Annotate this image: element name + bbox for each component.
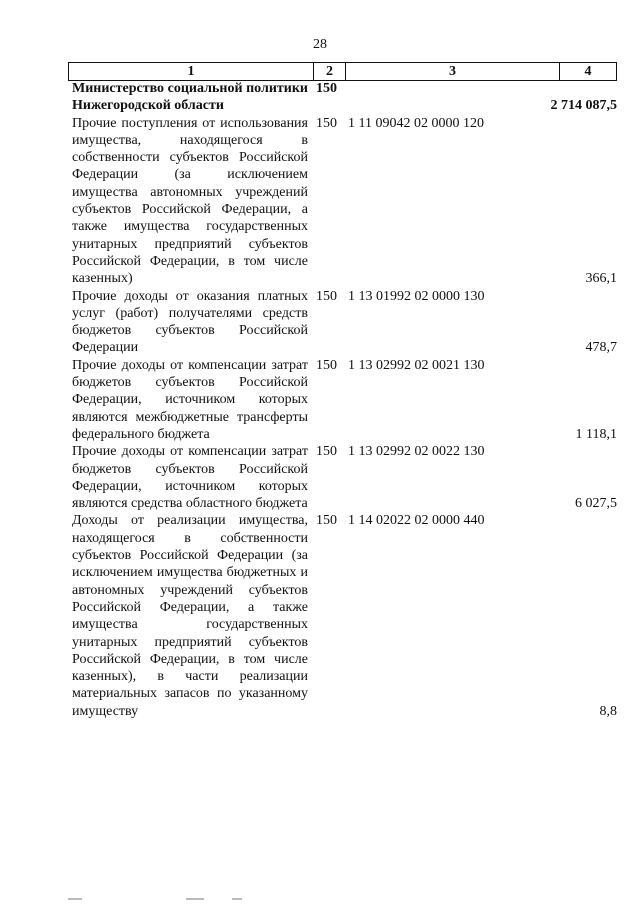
row-kbk-code: 1 11 09042 02 0000 120 [348, 115, 484, 131]
row-amount: 6 027,5 [575, 496, 617, 512]
row-admin-code: 150 [316, 444, 337, 460]
header-col-1: 1 [69, 63, 314, 80]
table-body [68, 80, 617, 720]
scan-artifact [232, 898, 242, 900]
row-name: Прочие поступления от использования имущества, находящегося в собственности субъектов Российской Федерации (за исключением имущества автономных учреждений субъектов Российской Федерации, а также имущества государственных унитарных предприятий субъектов Российской Федерации, в том числе казенных) [72, 115, 308, 287]
row-admin-code: 150 [316, 513, 337, 529]
row-amount: 366,1 [585, 271, 617, 287]
row-kbk-code [348, 80, 528, 115]
row-name: Доходы от реализации имущества, находящегося в собственности субъектов Российской Федерации (за исключением имущества бюджетных и автономных учреждений субъектов Российской Федерации, а также имущества государственных унитарных предприятий субъектов Российской Федерации, в том числе казенных), в части реализации материальных запасов по указанному имуществу [72, 513, 308, 719]
row-admin-code: 150 [316, 288, 337, 304]
row-amount: 2 714 087,5 [550, 98, 617, 114]
scan-artifact [186, 898, 204, 900]
row-amount: 1 118,1 [575, 426, 617, 442]
scan-artifact [68, 898, 82, 900]
row-kbk-code: 1 13 02992 02 0022 130 [348, 444, 485, 460]
header-col-2: 2 [314, 63, 346, 80]
row-amount: 8,8 [599, 703, 617, 719]
table-row [68, 357, 617, 443]
row-admin-code: 150 [316, 81, 337, 96]
row-name: Прочие доходы от оказания платных услуг (работ) получателями средств бюджетов субъектов Российской Федерации [72, 288, 308, 356]
row-amount: 478,7 [585, 340, 617, 356]
page-number: 28 [313, 37, 327, 52]
table-row [68, 512, 617, 720]
table-row [68, 443, 617, 512]
table-row [68, 288, 617, 357]
row-kbk-code: 1 13 01992 02 0000 130 [348, 288, 485, 304]
row-name: Прочие доходы от компенсации затрат бюджетов субъектов Российской Федерации, источником которых являются средства областного бюджета [72, 444, 308, 512]
table-row [68, 115, 617, 288]
table-row-ministry [68, 80, 617, 115]
row-kbk-code: 1 14 02022 02 0000 440 [348, 513, 485, 529]
row-kbk-code: 1 13 02992 02 0021 130 [348, 357, 485, 373]
header-col-3: 3 [346, 63, 560, 80]
row-admin-code: 150 [316, 115, 337, 131]
table-header [68, 62, 617, 81]
header-col-4: 4 [584, 64, 592, 79]
row-name: Прочие доходы от компенсации затрат бюджетов субъектов Российской Федерации, источником которых являются межбюджетные трансферты федерального бюджета [72, 357, 308, 442]
row-admin-code: 150 [316, 357, 337, 373]
row-name: Министерство социальной политики Нижегородской области [72, 81, 308, 114]
